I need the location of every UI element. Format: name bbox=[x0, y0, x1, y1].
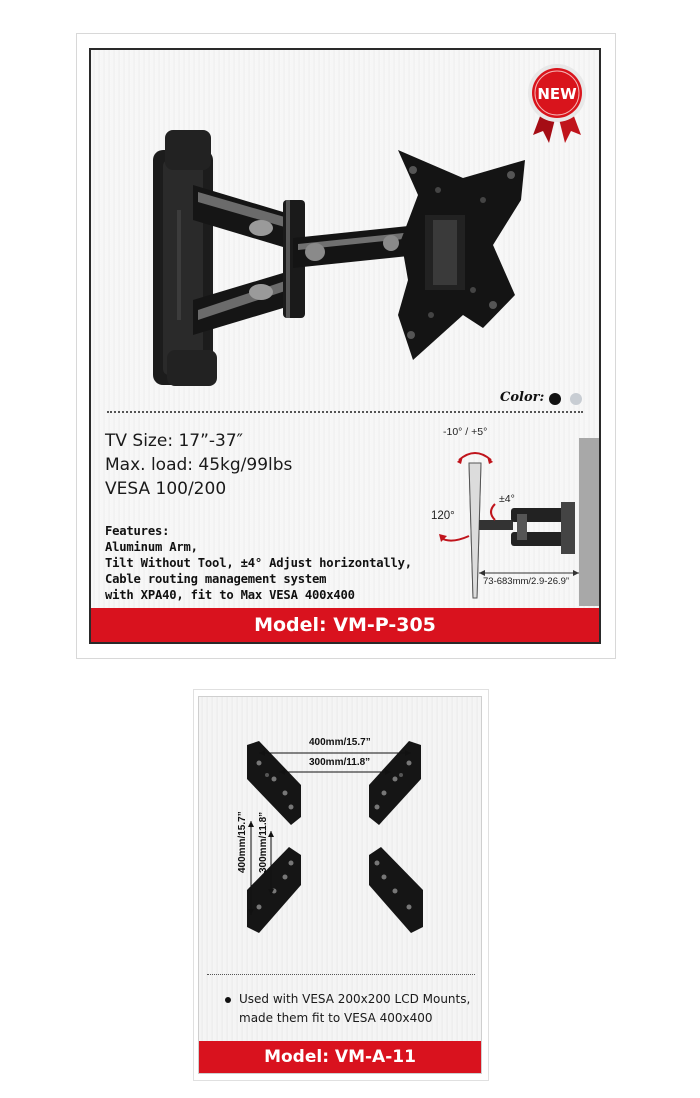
product-panel bbox=[198, 696, 482, 1074]
feature-item: Cable routing management system bbox=[105, 572, 327, 586]
dimension-400-vertical: 400mm/15.7” bbox=[237, 811, 248, 873]
color-swatch-black[interactable] bbox=[549, 393, 561, 405]
bullet-icon bbox=[225, 997, 231, 1003]
color-label: Color: bbox=[500, 390, 545, 405]
spec-max-load: Max. load: 45kg/99lbs bbox=[105, 455, 293, 475]
motion-diagram bbox=[421, 428, 599, 606]
tilt-label: -10° / +5° bbox=[443, 426, 488, 438]
model-bar: Model: VM-P-305 bbox=[91, 608, 599, 642]
dimension-300-horizontal: 300mm/11.8” bbox=[309, 757, 371, 768]
badge-text: NEW bbox=[537, 85, 577, 103]
product-panel bbox=[89, 48, 601, 644]
rotate-label: 120° bbox=[431, 510, 455, 522]
color-swatch-silver[interactable] bbox=[570, 393, 582, 405]
description-line: made them fit to VESA 400x400 bbox=[239, 1011, 433, 1025]
model-bar: Model: VM-A-11 bbox=[199, 1041, 481, 1073]
product-card-vm-p-305 bbox=[76, 33, 616, 659]
product-card-vm-a-11 bbox=[193, 689, 489, 1081]
features-title: Features: bbox=[105, 524, 170, 538]
spec-tv-size: TV Size: 17”-37″ bbox=[105, 431, 244, 451]
description-line: Used with VESA 200x200 LCD Mounts, bbox=[239, 992, 471, 1006]
divider bbox=[207, 974, 475, 975]
dimension-300-vertical: 300mm/11.8” bbox=[258, 811, 269, 873]
swivel-label: ±4° bbox=[499, 493, 515, 505]
extension-label: 73-683mm/2.9-26.9” bbox=[483, 576, 570, 587]
dimension-400-horizontal: 400mm/15.7” bbox=[309, 737, 371, 748]
feature-item: Tilt Without Tool, ±4° Adjust horizontally, bbox=[105, 556, 412, 570]
feature-item: Aluminum Arm, bbox=[105, 540, 198, 554]
wall-mount-arm-image bbox=[143, 120, 543, 390]
divider bbox=[107, 411, 583, 413]
feature-item: with XPA40, fit to Max VESA 400x400 bbox=[105, 588, 355, 602]
spec-vesa: VESA 100/200 bbox=[105, 479, 227, 499]
